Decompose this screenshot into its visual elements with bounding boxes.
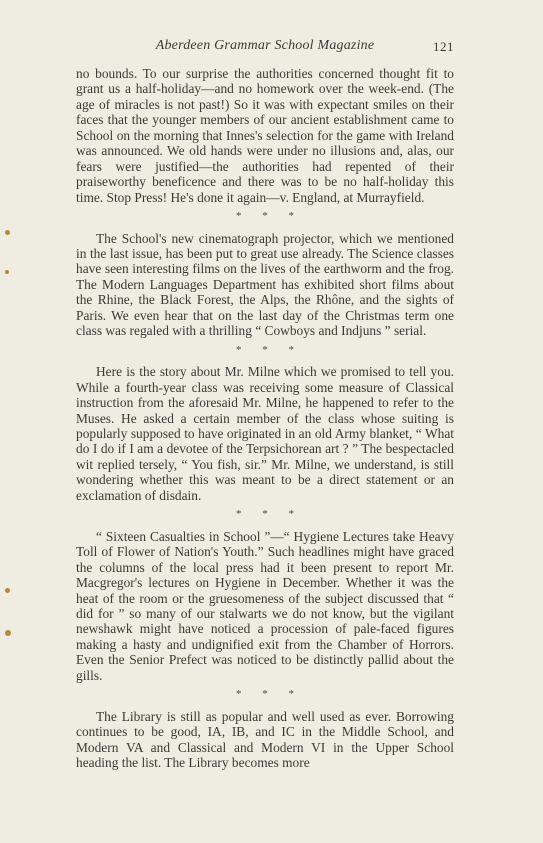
- paragraph-hygiene-lectures: “ Sixteen Casualties in School ”—“ Hygiene Lectures take Heavy Toll of Flower of Nation's Youth.” Such headlines might have graced the columns of the local press had it been present to report Mr. Macgregor's lectures on Hygiene in December. Whether it was the heat of the room or the gruesomeness of the subject discussed that “ did for ” so many of our stalwarts we do not know, but the vigilant newshawk might have noticed a procession of pale-faced figures making a hasty and undignified exit from the Chamber of Horrors. Even the Senior Prefect was noticed to be distinctly pallid about the gills.: [76, 528, 454, 683]
- paragraph-library: The Library is still as popular and well used as ever. Borrowing continues to be good, IA, IB, and IC in the Middle School, and Modern VA and Classical and Modern VI in the Upper School heading the list. The Library becomes more: [76, 708, 454, 771]
- paragraph-mr-milne: Here is the story about Mr. Milne which we promised to tell you. While a fourth-year class was receiving some measure of Classical instruction from the aforesaid Mr. Milne, he happened to refer to the Muses. He asked a certain member of the class whose suiting is popularly supposed to have originated in an old Army blanket, “ What do I do if I am a devotee of the Terpsichorean art ? ” The bespectacled wit replied tersely, “ You fish, sir.” Mr. Milne, we understand, is still wondering whether this was meant to be a direct statement or an exclamation of disdain.: [76, 364, 454, 503]
- paragraph-cinematograph: The School's new cinematograph projector, which we mentioned in the last issue, has been put to great use already. The Science classes have seen interesting films on the lives of the earthworm and the frog. The Modern Languages Department has exhibited short films about the Rhine, the Black Forest, the Alps, the Rhône, and the sights of Paris. We even hear that on the last day of the Christmas term one class was regaled with a thrilling “ Cowboys and Indjuns ” serial.: [76, 230, 454, 339]
- foxing-spot: [5, 230, 10, 235]
- section-separator: * * *: [236, 688, 294, 701]
- page-number: 121: [433, 39, 454, 54]
- magazine-title: Aberdeen Grammar School Magazine: [155, 38, 375, 53]
- paragraph-half-holiday: no bounds. To our surprise the authorities concerned thought fit to grant us a half-holiday—and no homework over the week-end. (The age of miracles is not past!) So it was with expectant smiles on their faces that the younger members of our ancient establishment came to School on the morning that Innes's selection for the game with Ireland was announced. We old hands were under no illusions and, alas, our fears were justified—the authorities had repented of their praiseworthy beneficence and there was to be no half-holiday this time. Stop Press! He's done it again—v. England, at Murrayfield.: [76, 66, 454, 205]
- running-header: [76, 38, 454, 58]
- foxing-spot: [5, 630, 11, 636]
- section-separator: * * *: [236, 343, 294, 356]
- section-separator: * * *: [236, 210, 294, 223]
- article-body: [76, 66, 454, 770]
- foxing-spot: [5, 270, 9, 274]
- foxing-spot: [5, 588, 10, 593]
- section-separator: * * *: [236, 508, 294, 521]
